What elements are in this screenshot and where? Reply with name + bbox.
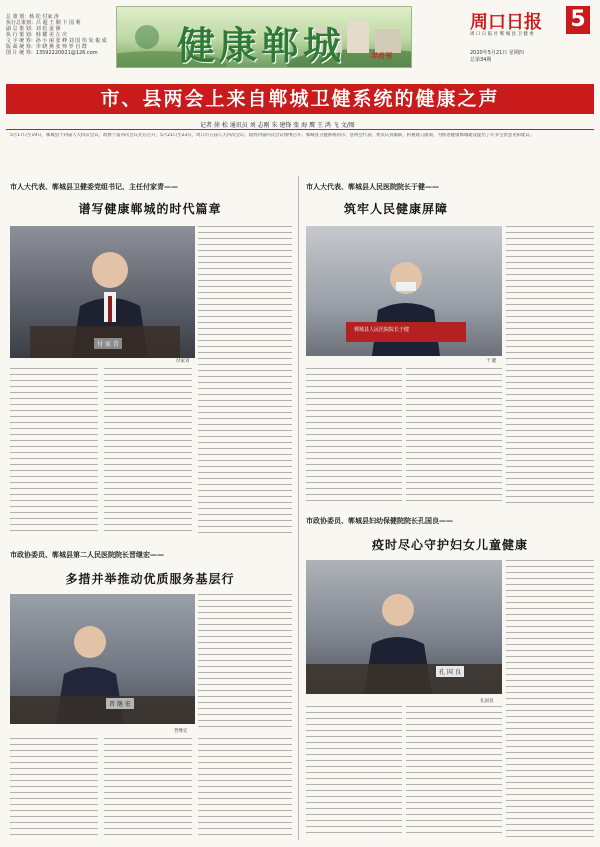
byline: 记者 徐 松 通讯员 刘 志刚 朱 建锋 张 海 鹰 王 鸿 飞 文/图: [200, 122, 355, 129]
article-kicker: 市人大代表、郸城县卫健委党组书记、主任付家青——: [10, 183, 178, 191]
article-body: [198, 738, 292, 838]
photo-caption: 孔国良: [480, 699, 494, 704]
masthead-banner: [116, 6, 412, 68]
article-body: [406, 706, 502, 838]
article-title: 多措并举推动优质服务基层行: [65, 572, 235, 586]
article-body: [198, 226, 292, 366]
nameplate: 付 家 青: [94, 338, 122, 349]
article-body: [10, 368, 98, 536]
article-body: [406, 368, 502, 506]
masthead-left-info: [6, 14, 110, 56]
page-number: 5: [566, 6, 590, 34]
article-photo: [10, 226, 195, 358]
article-title: 疫时尽心守护妇女儿童健康: [371, 538, 528, 552]
photo-caption: 付家青: [176, 359, 190, 364]
article-body: [306, 706, 402, 838]
article-body: [10, 738, 98, 838]
info-line: 副 总 策 划：刘 松 姜 洲: [6, 26, 61, 32]
article-photo: [10, 594, 195, 724]
article-body: [506, 226, 594, 506]
photo-caption: 于 健: [486, 359, 497, 364]
person-silhouette-icon: [306, 560, 502, 694]
headline-text: 市、县两会上来自郸城卫健系统的健康之声: [100, 88, 500, 110]
article-photo: [306, 226, 502, 356]
paper-name: 周口日报: [470, 12, 542, 33]
info-line: 执 行 策 划：韩 耀 美 左 庆: [6, 32, 68, 38]
info-line: 总 策 划：杨 松 付家 涛: [6, 14, 59, 20]
article-body: [104, 368, 192, 536]
article-title: 筑牢人民健康屏障: [343, 202, 448, 216]
intro-text: 5月17日至19日，郸城县十四届人大四次会议、政协十届四次会议先后召开，5月21日至23日，周口市五届人大四次会议、政协四届四次会议相继召开。郸城县卫健系统的市、县两会代表、委员认真履职，积极建言献策，为推进健康郸城建设提出了许多宝贵意见和建议。: [10, 133, 535, 138]
person-silhouette-icon: [10, 594, 195, 724]
issue-number: 总第34期: [470, 57, 492, 63]
banner-title: 健康郸城: [177, 23, 346, 68]
person-silhouette-icon: [306, 226, 502, 356]
info-line: 文 字 统 筹：孙 小 丽 张 峰 刘 国 伟 朱 俊 成: [6, 38, 107, 44]
article-body: [198, 594, 292, 730]
nameplate: 郸城县人民医院院长于健: [354, 327, 410, 333]
article-body: [198, 370, 292, 536]
article-kicker: 市政协委员、郸城县妇幼保健院院长孔国良——: [306, 517, 453, 525]
article-body: [306, 368, 402, 506]
article-kicker: 市人大代表、郸城县人民医院院长于健——: [306, 183, 439, 191]
info-line: 执行总策划：吕 超 王 顺 卞 国 利: [6, 20, 81, 26]
article-body: [104, 738, 192, 838]
divider: [6, 129, 594, 130]
article-body: [506, 560, 594, 838]
nameplate: 孔 国 良: [436, 666, 464, 677]
issue-date: 2020年5月21日 星期四: [470, 50, 524, 56]
photo-caption: 晋继宏: [174, 729, 188, 734]
banner-subtitle: 半月刊: [371, 52, 392, 60]
paper-sub: 周 口 日 报 社 郸 城 县 卫 健 委: [470, 32, 534, 37]
article-title: 谱写健康郸城的时代篇章: [78, 202, 222, 216]
nameplate: 晋 继 宏: [106, 698, 134, 709]
article-kicker: 市政协委员、郸城县第二人民医院院长晋继宏——: [10, 551, 164, 559]
page-headline: [6, 84, 594, 114]
info-line: 版 面 统 筹：李 晓 燕 张 帅 罗 自 群: [6, 44, 87, 50]
info-line: 图 片 统 筹：13592220021@126.com: [6, 50, 98, 56]
column-divider: [298, 176, 299, 840]
article-photo: [306, 560, 502, 694]
